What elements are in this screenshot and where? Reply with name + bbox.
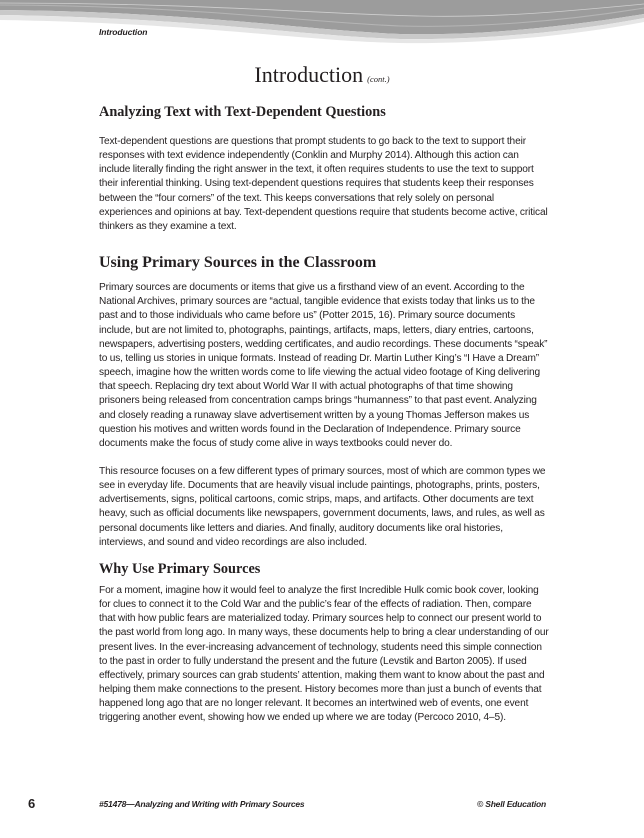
page-title xyxy=(0,62,644,88)
paragraph: This resource focuses on a few different types of primary sources, most of which are common types we see in everyday life. Documents that are heavily visual include paintings, photographs, prints, posters, advertisements, signs, political cartoons, comic strips, maps, and artifacts. Other documents are text heavy, such as official documents like newspapers, government documents, laws, and rules, as well as personal documents like letters and diaries. And finally, auditory documents like oral histories, interviews, and sound and video recordings are also included. xyxy=(99,465,546,548)
page-number: 6 xyxy=(28,796,36,811)
section-heading-primary-sources-classroom: Using Primary Sources in the Classroom xyxy=(99,254,377,272)
paragraph: Text-dependent questions are questions that prompt students to go back to the text to support their responses with text evidence independently (Conklin and Murphy 2014). Although this action can include literally finding the right answer in the text, it often requires students to use the text to support their inferential thinking. Using text-dependent questions requires that students keep their responses between the “four corners” of the text. This keeps conversations that rely solely on personal experiences and opinions at bay. Text-dependent questions require that students become active, critical thinkers as they examine a text. xyxy=(99,136,548,232)
paragraph: Primary sources are documents or items that give us a firsthand view of an event. According to the National Archives, primary sources are “actual, tangible evidence that exists today that links us to the past and to those individuals who came before us” (Potter 2015, 16). Primary source documents include, but are not limited to, photographs, paintings, artifacts, maps, letters, diary entries, cartoons, newspapers, advertising posters, wedding certificates, and audio recordings. These documents “speak” to us, telling us stories in unique formats. Instead of reading Dr. Martin Luther King’s “I Have a Dream” speech, imagine how the written words come to life viewing the actual video footage of King delivering that speech. Replacing dry text about World War II with actual photographs of that time showing prisoners being released from concentration camps brings “humanness” to that past event. Analyzing and closely reading a runaway slave advertisement written by a young Thomas Jefferson makes us question his motives and written words found in the Declaration of Independence. Primary source documents make the focus of study come alive in ways textbooks could never do. xyxy=(99,282,548,449)
page-title-text: Introduction xyxy=(254,62,364,87)
page-title-suffix: (cont.) xyxy=(367,74,390,84)
running-head: Introduction xyxy=(99,27,148,37)
decorative-header-swoosh xyxy=(0,0,644,60)
footer-book-title: #51478—Analyzing and Writing with Primary Sources xyxy=(99,799,305,809)
section-heading-why-use-primary-sources: Why Use Primary Sources xyxy=(99,560,261,577)
paragraph: For a moment, imagine how it would feel to analyze the first Incredible Hulk comic book cover, looking for clues to connect it to the Cold War and the public’s fear of the effects of radiation. Then, compare that with how public fears are materialized today. Primary sources help to connect our present world to the past world from long ago. In many ways, these documents help to bring a clear understanding of our present lives. In the ever-increasing advancement of technology, students need this simple connection to the past in order to fully understand the present and the future (Levstik and Barton 2005). If used effectively, primary sources can grab students’ attention, making them want to know about the past and helping them make connections to the present. History becomes more than just a bunch of events that happened long ago that are no longer relevant. It becomes an intertwined web of events, one event triggering another event, showing how we ended up where we are today (Percoco 2010, 4–5). xyxy=(99,584,549,724)
page-content xyxy=(99,104,549,725)
footer-copyright: © Shell Education xyxy=(477,799,546,809)
section-heading-text-dependent-questions: Analyzing Text with Text-Dependent Questions xyxy=(99,104,386,120)
